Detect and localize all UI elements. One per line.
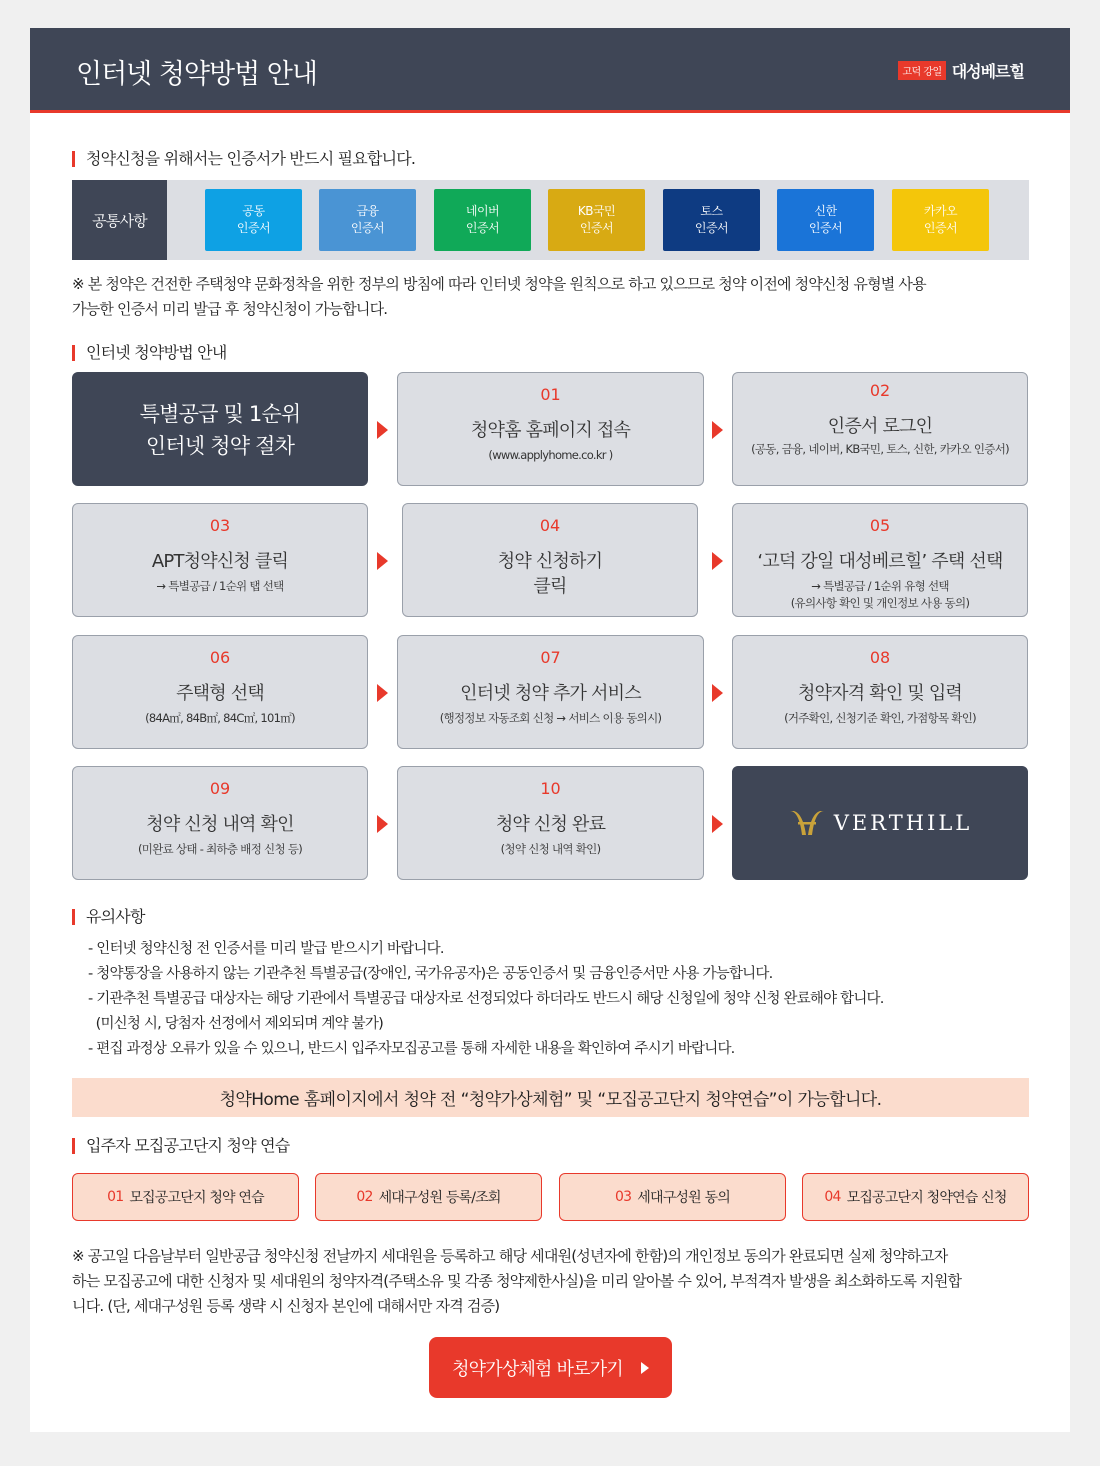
practice-banner: 청약Home 홈페이지에서 청약 전 “청약가상체험” 및 “모집공고단지 청약연습”이 가능합니다.: [72, 1078, 1029, 1117]
practice-step-number: 03: [615, 1189, 632, 1205]
step-main: 인증서 로그인: [827, 416, 933, 437]
caution-list: [88, 937, 884, 1062]
arrow-right-icon: [712, 684, 723, 702]
step-03: [72, 503, 368, 617]
arrow-right-icon: [712, 421, 723, 439]
step-number: 08: [869, 648, 891, 667]
practice-note: [72, 1244, 1032, 1319]
practice-step-number: 02: [356, 1189, 373, 1205]
brand-name: 대성베르힐: [951, 62, 1024, 81]
step-main: 청약 신청하기 클릭: [497, 551, 603, 597]
verthill-logo-card: [732, 766, 1028, 880]
step-main: 청약자격 확인 및 입력: [797, 683, 963, 704]
step-sub: → 특별공급 / 1순위 유형 선택 (유의사항 확인 및 개인정보 사용 동의): [790, 579, 970, 610]
page: [30, 28, 1070, 1432]
cert-financial[interactable]: 금융 인증서: [319, 189, 416, 251]
step-number: 01: [540, 385, 561, 404]
caution-item: - 인터넷 청약신청 전 인증서를 미리 발급 받으시기 바랍니다.: [88, 941, 444, 957]
step-main: APT청약신청 클릭: [151, 551, 289, 572]
arrow-right-icon: [712, 815, 723, 833]
arrow-right-icon: [377, 421, 388, 439]
step-sub: (행정정보 자동조회 신청 → 서비스 이용 동의시): [439, 711, 662, 725]
step-09: [72, 766, 368, 880]
cert-joint[interactable]: 공동 인증서: [205, 189, 302, 251]
step-number: 06: [209, 648, 231, 667]
step-number: 07: [540, 648, 561, 667]
step-07: [397, 635, 704, 749]
step-sub: (거주확인, 신청기준 확인, 가점항목 확인): [784, 711, 976, 725]
cert-kb[interactable]: KB국민 인증서: [548, 189, 645, 251]
cert-note: [72, 272, 1032, 322]
practice-step-label: 모집공고단지 청약 연습: [129, 1190, 264, 1206]
step-main: 청약 신청 내역 확인: [146, 814, 294, 835]
step-sub: (84A㎡, 84B㎡, 84C㎡, 101㎡): [145, 711, 295, 725]
cta-label: 청약가상체험 바로가기: [452, 1358, 623, 1380]
step-sub: (청약 신청 내역 확인): [500, 842, 601, 856]
caution-item: - 편집 과정상 오류가 있을 수 있으니, 반드시 입주자모집공고를 통해 자세한 내용을 확인하여 주시기 바랍니다.: [88, 1041, 735, 1057]
cert-naver[interactable]: 네이버 인증서: [434, 189, 531, 251]
step-intro-text: 특별공급 및 1순위 인터넷 청약 절차: [139, 402, 301, 458]
step-main: ‘고덕 강일 대성베르힐’ 주택 선택: [757, 551, 1003, 572]
step-number: 05: [869, 516, 891, 535]
step-number: 04: [539, 516, 561, 535]
practice-note-line: 하는 모집공고에 대한 신청자 및 세대원의 청약자격(주택소유 및 각종 청약제한사실)을 미리 알아볼 수 있어, 부적격자 발생을 최소화하도록 지원합: [72, 1272, 962, 1290]
step-05: [732, 503, 1028, 617]
step-number: 09: [209, 779, 231, 798]
cert-common-label: 공통사항: [72, 180, 167, 260]
step-main: 주택형 선택: [176, 683, 264, 704]
brand-tag: 고덕 강일: [898, 61, 945, 80]
step-intro: [72, 372, 368, 486]
page-title: 인터넷 청약방법 안내: [76, 59, 317, 90]
caution-item: - 기관추천 특별공급 대상자는 해당 기관에서 특별공급 대상자로 선정되었다 하더라도 반드시 해당 신청일에 청약 신청 완료해야 합니다.: [88, 991, 884, 1007]
cert-note-line: 가능한 인증서 미리 발급 후 청약신청이 가능합니다.: [72, 300, 388, 318]
step-number: 10: [540, 779, 561, 798]
cert-kakao[interactable]: 카카오 인증서: [892, 189, 989, 251]
practice-step-number: 01: [107, 1189, 124, 1205]
practice-step-label: 세대구성원 등록/조회: [378, 1190, 501, 1206]
cert-shinhan[interactable]: 신한 인증서: [777, 189, 874, 251]
step-main: 청약 신청 완료: [495, 814, 606, 835]
step-main: 청약홈 홈페이지 접속: [470, 420, 631, 441]
virtual-experience-button[interactable]: [429, 1337, 672, 1398]
practice-step-02: [315, 1173, 542, 1221]
play-triangle-icon: [641, 1362, 649, 1374]
step-number: 03: [209, 516, 231, 535]
arrow-right-icon: [377, 552, 388, 570]
practice-note-line: 니다. (단, 세대구성원 등록 생략 시 신청자 본인에 대해서만 자격 검증): [72, 1297, 500, 1315]
step-sub: (미완료 상태 - 최하층 배정 신청 등): [137, 842, 303, 856]
cert-toss[interactable]: 토스 인증서: [663, 189, 760, 251]
arrow-right-icon: [377, 815, 388, 833]
practice-step-number: 04: [824, 1189, 841, 1205]
method-section-title: 인터넷 청약방법 안내: [72, 345, 226, 361]
header: [30, 28, 1070, 113]
step-01: [397, 372, 704, 486]
practice-step-label: 모집공고단지 청약연습 신청: [846, 1190, 1007, 1206]
caution-item: (미신청 시, 당첨자 선정에서 제외되며 계약 불가): [88, 1016, 383, 1032]
cert-section-title: 청약신청을 위해서는 인증서가 반드시 필요합니다.: [72, 151, 415, 167]
brand-logo: [898, 59, 1024, 82]
practice-step-04: [802, 1173, 1029, 1221]
step-number: 02: [869, 381, 891, 400]
step-main: 인터넷 청약 추가 서비스: [460, 683, 641, 704]
practice-step-label: 세대구성원 동의: [637, 1190, 730, 1206]
practice-step-01: [72, 1173, 299, 1221]
cert-bar: [72, 180, 1029, 260]
step-04: [402, 503, 698, 617]
arrow-right-icon: [712, 552, 723, 570]
practice-note-line: ※ 공고일 다음날부터 일반공급 청약신청 전날까지 세대원을 등록하고 해당 세대원(성년자에 한함)의 개인정보 동의가 완료되면 실제 청약하고자: [72, 1247, 948, 1265]
step-06: [72, 635, 368, 749]
step-sub: → 특별공급 / 1순위 탭 선택: [156, 579, 284, 593]
step-10: [397, 766, 704, 880]
practice-step-03: [559, 1173, 786, 1221]
arrow-right-icon: [377, 684, 388, 702]
practice-section-title: 입주자 모집공고단지 청약 연습: [72, 1138, 289, 1154]
step-sub: (www.applyhome.co.kr ): [488, 448, 613, 462]
cert-note-line: ※ 본 청약은 건전한 주택청약 문화정착을 위한 정부의 방침에 따라 인터넷 청약을 원칙으로 하고 있으므로 청약 이전에 청약신청 유형별 사용: [72, 275, 926, 293]
caution-item: - 청약통장을 사용하지 않는 기관추천 특별공급(장애인, 국가유공자)은 공동인증서 및 금융인증서만 사용 가능합니다.: [88, 966, 773, 982]
verthill-emblem-icon: [788, 809, 826, 837]
step-sub: (공동, 금융, 네이버, KB국민, 토스, 신한, 카카오 인증서): [751, 442, 1009, 456]
step-02: [732, 372, 1028, 486]
caution-section-title: 유의사항: [72, 909, 145, 925]
step-08: [732, 635, 1028, 749]
verthill-logo: [733, 809, 1027, 837]
verthill-logo-text: VERTHILL: [833, 811, 973, 835]
